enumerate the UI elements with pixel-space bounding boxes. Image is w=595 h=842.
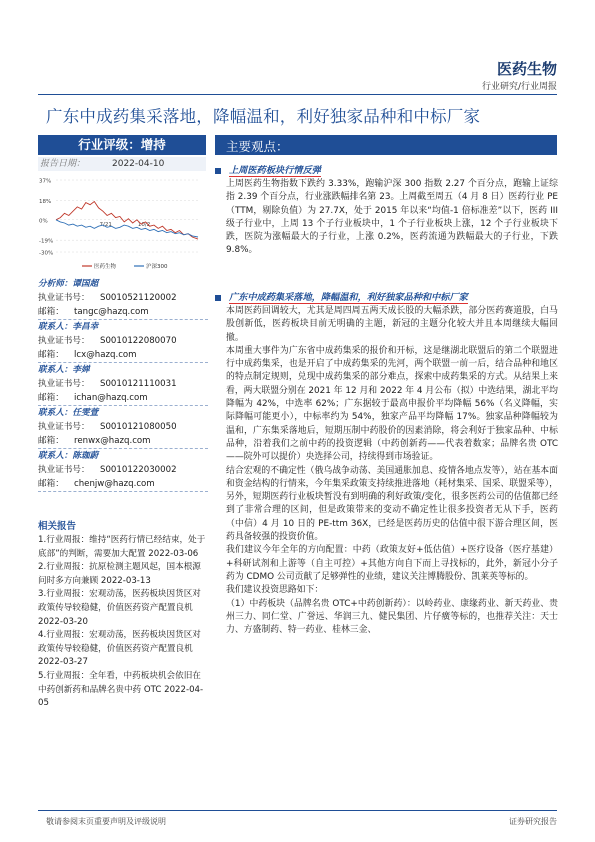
x-tick-label: 10/2: [137, 221, 151, 228]
analyst-cert-row: 执业证书号： S0010521120002: [38, 293, 177, 303]
header-divider: [38, 94, 557, 95]
analyst-email-row: 邮箱： tangc@hazq.com: [38, 307, 149, 317]
legend-label: 沪深300: [146, 264, 168, 270]
analyst-email-row: 邮箱： lcx@hazq.com: [38, 350, 137, 360]
report-date-row: [38, 157, 206, 171]
analyst-email[interactable]: ichan@hazq.com: [74, 393, 148, 403]
section-2-paragraph: 本周医药回调较大，尤其是周四周五两天成长股的大幅杀跌，部分医药赛道股，白马股创新低，医药板块目前无明确的主题，新冠的主题分化较大并且本周继续大幅回撤。: [226, 306, 558, 343]
related-report-item[interactable]: 1.行业周报：维持“医药行情已经结束，处于底部”的判断，需要加大配置 2022-03-06: [38, 535, 206, 559]
section-2-paragraph: 本周重大事件为广东省中成药集采的报价和开标，这是继湖北联盟后的第二个联盟进行中成药集采，也是开启了中成药集采的先河，两个联盟一前一后，结合品种和地区的特点制定规则，兑现中成药集采的部分难点，探索中成药集采的方式。从结果上来看，两大联盟分别在 2021 年 12 月和 2022 年 4 月公布（拟）中选结果，湖北平均降幅为 42%，中选率 62%；广东据较于最高申报价平均降幅 56%（名义降幅，实际降幅可能更小），中标率约为 54%，独家产品平均降幅 17%。独家品种降幅较为温和，广东集采落地后，短期压制中药股价的因素消除，将会利好于独家品种、中标品种，沿着我们之前中药的投资逻辑（中药创新药——代表着数家；品牌名贵 OTC——院外可以提价）央选择公司，持续得到市场验证。: [226, 345, 559, 463]
section-heading-1: 上周医药板块行情反弹: [215, 162, 321, 176]
analyst-cert-row: 执业证书号： S0010121110031: [38, 379, 177, 389]
x-tick-label: 7/21: [99, 221, 112, 228]
analyst-role-row: 联系人：任雯萱: [38, 408, 99, 418]
section-2-paragraph: 我们建议今年全年的方向配置：中药（政策友好+低估值）+医疗设备（医疗基建）+科研试剂和上游等（自主可控）+其他方向自下而上寻找标的，此外，新冠小分子药为 CDMO 公司贡献了足够弹性的业绩，建议关注博腾股份、凯莱英等标的。: [226, 545, 558, 582]
rating-banner: 行业评级：增持: [38, 135, 206, 155]
key-points-title: 主要观点：: [226, 139, 289, 154]
related-reports-list: [38, 534, 208, 711]
y-tick-label: 0%: [39, 218, 48, 225]
analyst-list: [38, 277, 208, 492]
analyst-entry: [38, 320, 208, 363]
analyst-email[interactable]: chenjw@hazq.com: [74, 479, 155, 489]
section-heading-2: 广东中成药集采落地，降幅温和，利好独家品种和中标厂家: [215, 289, 468, 303]
related-report-item[interactable]: 4.行业周报：宏观动荡，医药板块因货区对政策传导较稳健，价值医药资产配置良机 2022-03-27: [38, 630, 201, 668]
section-2-paragraph: （1）中药板块（品牌名贵 OTC+中药创新药）：以岭药业、康缘药业、新天药业、贵州三力、同仁堂、广誉远、华润三九、健民集团、片仔癀等标的，也推荐关注：天士力、方盛制药、特一药业、桂林三金、: [226, 598, 558, 636]
y-tick-label: 37%: [39, 178, 52, 185]
analyst-email-row: 邮箱： ichan@hazq.com: [38, 393, 148, 403]
analyst-role-row: 联系人：陈珈蔚: [38, 451, 99, 461]
analyst-email[interactable]: renwx@hazq.com: [74, 436, 151, 446]
report-date-value: 2022-04-10: [112, 159, 165, 169]
bullet-square-icon: [215, 295, 221, 301]
analyst-email[interactable]: lcx@hazq.com: [74, 350, 137, 360]
related-report-item[interactable]: 3.行业周报：宏观动荡，医药板块因货区对政策传导较稳健，价值医药资产配置良机 2022-03-20: [38, 589, 201, 627]
analyst-cert-row: 执业证书号： S0010121080050: [38, 422, 177, 432]
bullet-square-icon: [215, 168, 221, 174]
report-title: 广东中成药集采落地，降幅温和，利好独家品种和中标厂家: [46, 107, 481, 126]
section-1-text: 上周医药生物指数下跌约 3.33%，跑输沪深 300 指数 2.27 个百分点，跑输上证综指 2.39 个百分点，行业涨跌幅排名第 23。上周截至周五（4 月 8 日）医药行业 PE（TTM，剔除负值）为 27.7X，处于 2015 年以来“均值-1 倍标准差”以下，医药 III 级子行业中，上周 13 个子行业板块中，1 个子行业板块上涨，12 个子行业板块下跌，医院为涨幅最大的子行业，上涨 0.2%，医药流通为跌幅最大的子行业，下跌 9.8%。: [226, 179, 558, 256]
y-tick-label: -19%: [39, 238, 54, 245]
related-report-item[interactable]: 5.行业周报：全年看，中药板块机会依旧在中药创新药和品牌名贵中药 OTC 2022-04-05: [38, 670, 204, 709]
legend-label: 医药生物: [94, 264, 117, 270]
y-tick-label: 18%: [39, 198, 52, 205]
industry-name: 医药生物: [496, 60, 557, 78]
analyst-email[interactable]: tangc@hazq.com: [74, 307, 149, 317]
analyst-entry: [38, 277, 208, 320]
analyst-email-row: 邮箱： renwx@hazq.com: [38, 436, 151, 446]
analyst-cert-row: 执业证书号： S0010122080070: [38, 336, 177, 346]
related-report-item[interactable]: 2.行业周报：抗原检测主题风起，国本根源问时多方向兼顾 2022-03-13: [38, 562, 201, 586]
section-2-paragraph: 我们建议投资思路如下：: [226, 585, 324, 596]
analyst-cert-row: 执业证书号： S0010122030002: [38, 465, 177, 475]
analyst-email-row: 邮箱： chenjw@hazq.com: [38, 479, 155, 489]
analyst-entry: [38, 406, 208, 449]
analyst-role-row: 联系人：李婵: [38, 365, 90, 375]
series-line-1: [56, 220, 198, 237]
analyst-role-row: 分析师：谭国超: [38, 279, 99, 289]
report-category: 行业研究/行业周报: [481, 82, 557, 92]
analyst-role-row: 联系人：李昌幸: [38, 322, 99, 332]
footer-report-type: 证券研究报告: [509, 817, 557, 826]
analyst-entry: [38, 363, 208, 406]
footer-divider: [38, 810, 557, 811]
y-tick-label: -30%: [39, 250, 54, 257]
footer-disclaimer: 敬请参阅末页重要声明及评级说明: [46, 817, 166, 826]
section-2-paragraph: 结合宏观的不确定性（俄乌战争动荡、美国通胀加息、疫情各地点发等），站在基本面和资金结构的行情来，今年集采政策支持续推进落地（耗材集采、国采、联盟采等），另外，短期医药行业板块暂没有到明确的利好政策/变化，很多医药公司的估值都已经到了非常合理的区间，但是政策带来的变动不确定性让很多投资者无从下手，医药（中信）4 月 10 日的 PE-ttm 36X，已经是医药历史的估值中很下游合理区间，医药具备较强的投资价值。: [226, 465, 558, 543]
analyst-entry: [38, 449, 208, 492]
analyst-separator: [38, 491, 208, 492]
performance-chart: [38, 174, 206, 274]
report-date-label: 报告日期：: [40, 159, 86, 169]
section-2-text: [226, 305, 558, 637]
related-reports-title: 相关报告: [38, 521, 77, 532]
